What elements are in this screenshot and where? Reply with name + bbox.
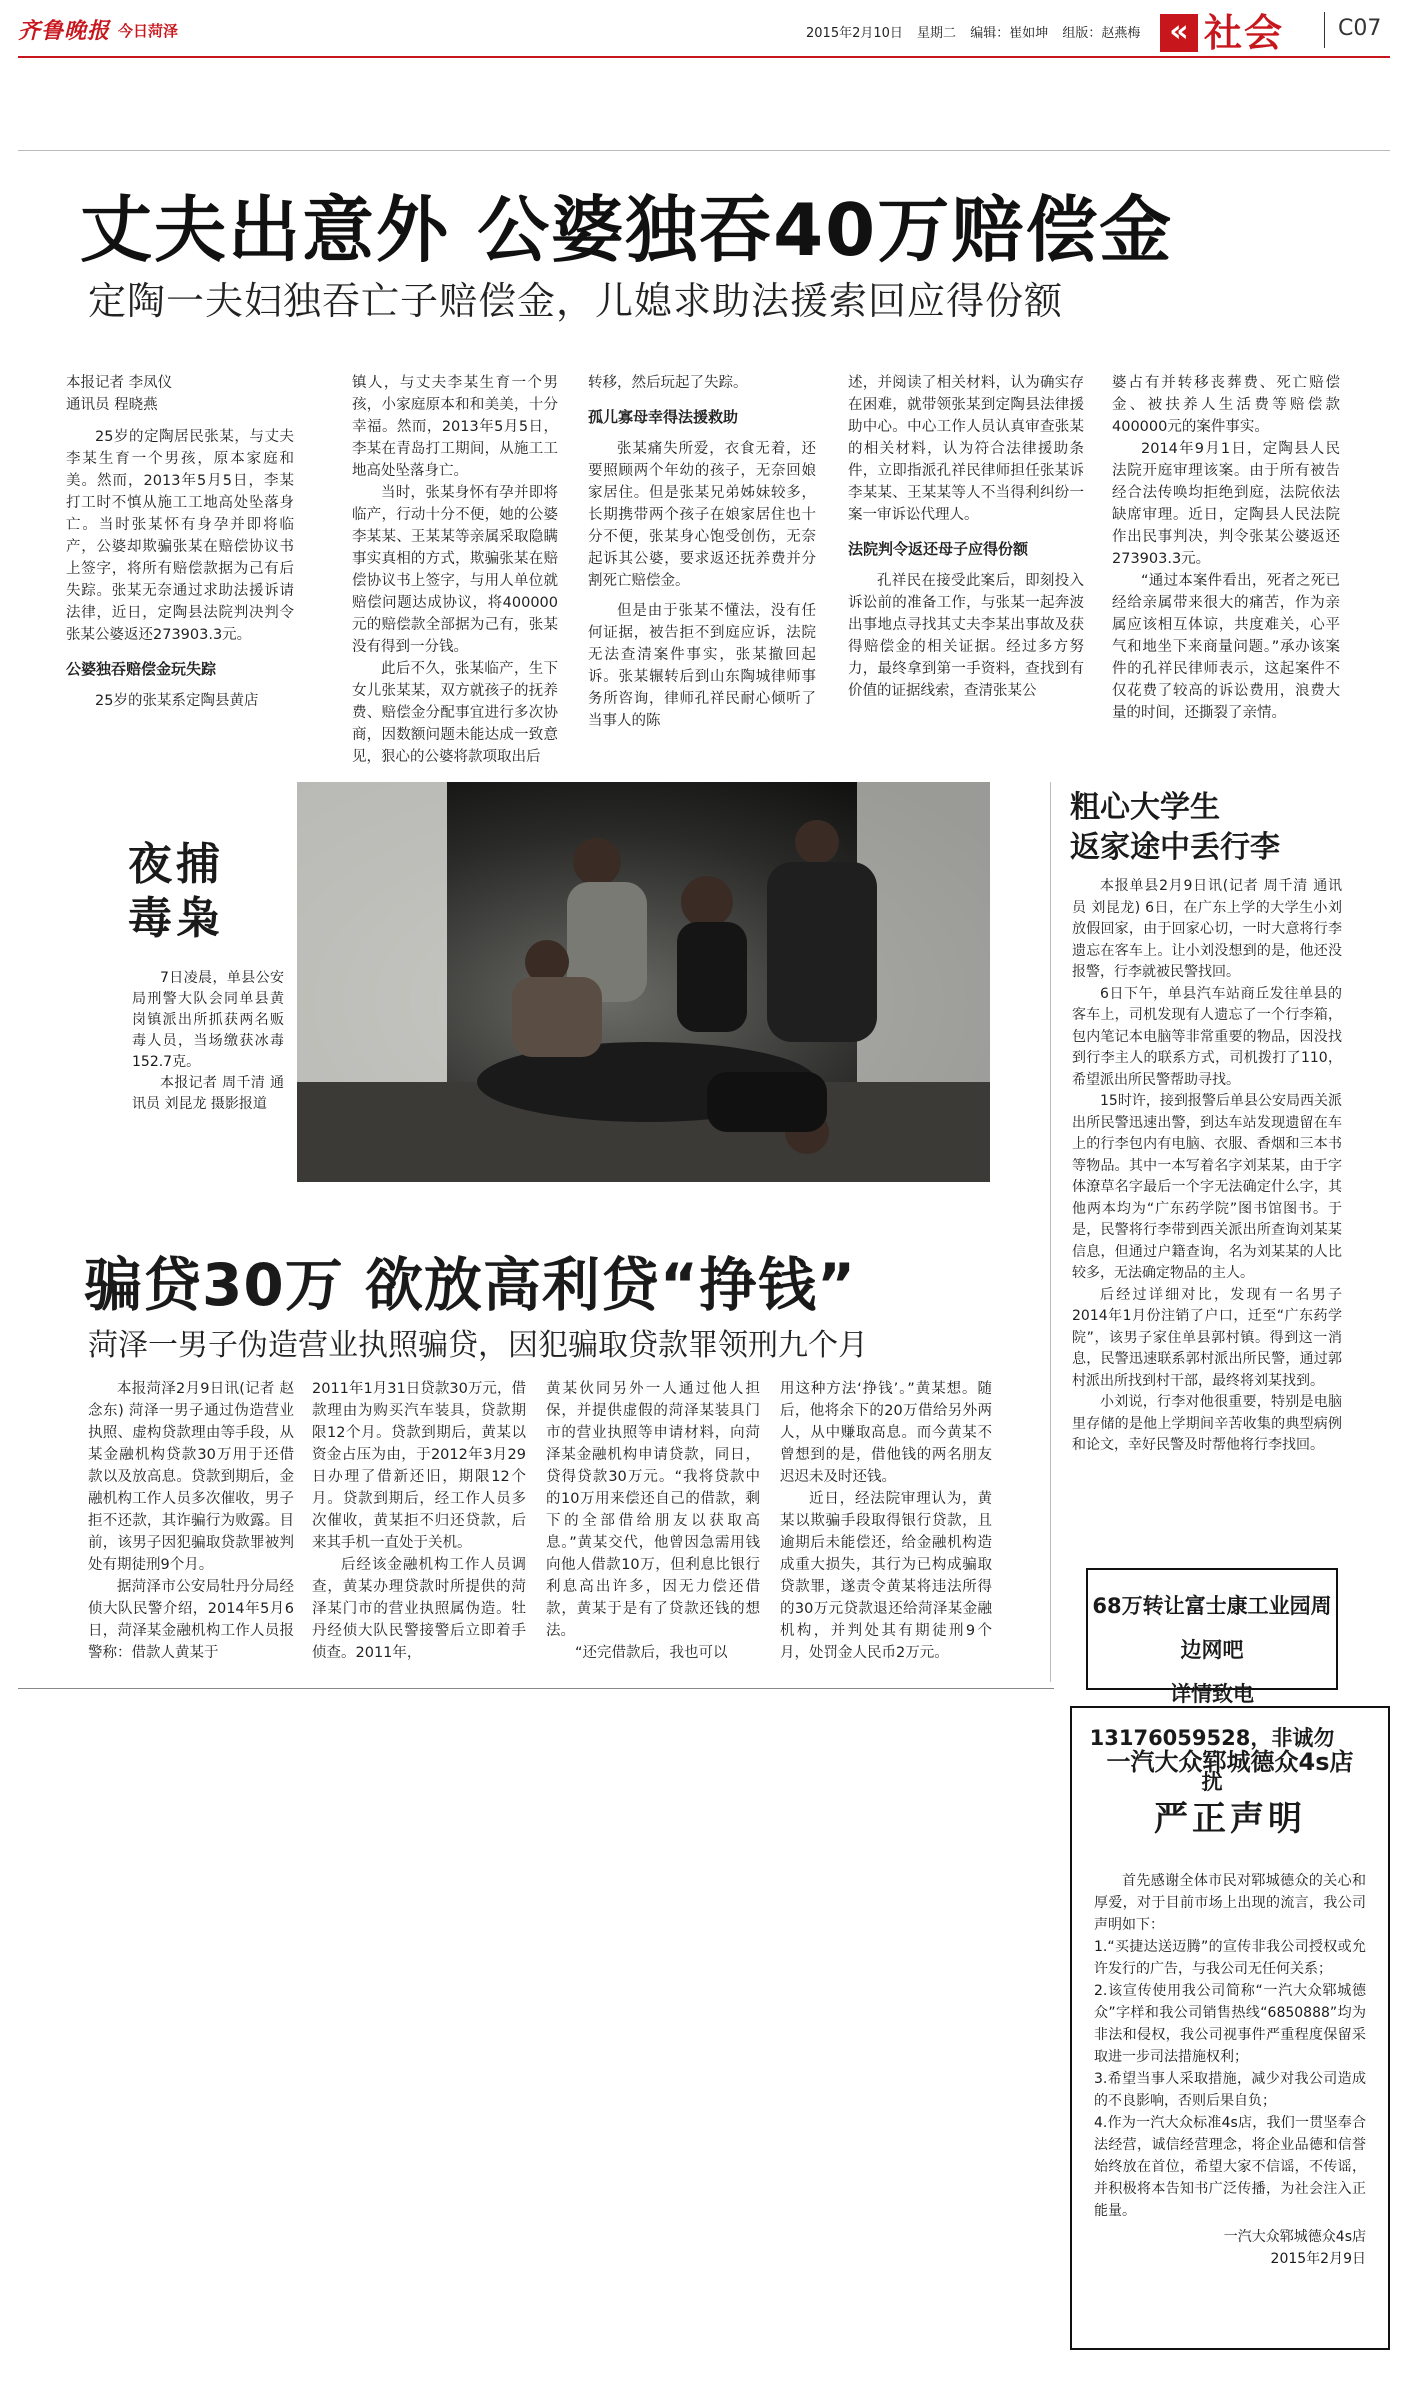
notice-item: 4.作为一汽大众标准4s店，我们一贯坚奉合法经营，诚信经营理念，将企业品德和信誉始终放在首位，希望大家不信谣，不传谣，并积极将本告知书广泛传播，为社会注入正能量。 — [1094, 2115, 1366, 2219]
paragraph: 15时许，接到报警后单县公安局西关派出所民警迅速出警，到达车站发现遗留在车上的行李包内有电脑、衣服、香烟和三本书等物品。其中一本写着名字刘某某，由于字体潦草名字最后一个字无法确定什么字，其他两本均为“广东药学院”图书馆图书。于是，民警将行李带到西关派出所查询刘某某信息，但通过户籍查询，名为刘某某的人比较多，无法确定物品的主人。 — [1072, 1093, 1342, 1281]
ad-line: 68万转让富士康工业园周边网吧 — [1092, 1594, 1332, 1662]
paragraph: 镇人，与丈夫李某生育一个男孩，小家庭原本和和美美，十分幸福。然而，2013年5月5日，李某在青岛打工期间，从施工工地高处坠落身亡。 — [352, 375, 558, 479]
paragraph: 述，并阅读了相关材料，认为确实存在困难，就带领张某到定陶县法律援助中心。中心工作人员认真审查张某的相关材料，认为符合法律援助条件，立即指派孔祥民律师担任张某诉李某某、王某某等人不当得利纠纷一案一审诉讼代理人。 — [848, 375, 1084, 523]
ad-line: 详情致电13176059528，非诚勿扰 — [1089, 1682, 1335, 1794]
notice-signer: 一汽大众郓城德众4s店 — [1223, 2229, 1366, 2245]
paragraph: 6日下午，单县汽车站商丘发往单县的客车上，司机发现有人遗忘了一个行李箱，包内笔记本电脑等非常重要的物品，因没找到行李主人的联系方式，司机拨打了110，希望派出所民警帮助寻找。 — [1072, 985, 1342, 1088]
story1-column-2 — [352, 372, 558, 768]
paragraph: 近日，经法院审理认为，黄某以欺骗手段取得银行贷款，且逾期后未能偿还，给金融机构造成重大损失，其行为已构成骗取贷款罪，遂责令黄某将违法所得的30万元贷款退还给菏泽某金融机构，并判处其有期徒刑9个月，处罚金人民币2万元。 — [780, 1491, 992, 1661]
notice-date: 2015年2月9日 — [1270, 2251, 1366, 2267]
caption-text: 7日凌晨，单县公安局刑警大队会同单县黄岗镇派出所抓获两名贩毒人员，当场缴获冰毒152.7克。 — [132, 970, 284, 1070]
headline-line: 粗心大学生 — [1070, 790, 1220, 825]
paragraph: 张某痛失所爱，衣食无着，还要照顾两个年幼的孩子，无奈回娘家居住。但是张某兄弟姊妹较多，长期携带两个孩子在娘家居住也十分不便，张某身心饱受创伤，无奈起诉其公婆，要求返还抚养费并分割死亡赔偿金。 — [588, 441, 816, 589]
paragraph: 25岁的张某系定陶县黄店 — [95, 693, 259, 709]
story1-column-1 — [66, 372, 294, 712]
notice-intro: 首先感谢全体市民对郓城德众的关心和厚爱，对于目前市场上出现的流言，我公司声明如下： — [1094, 1873, 1366, 1933]
section-label: 今日菏泽 — [118, 22, 179, 40]
photo-title-line: 夜捕 — [128, 839, 224, 890]
headline-line: 返家途中丢行李 — [1070, 830, 1280, 865]
news-photo — [297, 782, 990, 1182]
paragraph: 小刘说，行李对他很重要，特别是电脑里存储的是他上学期间辛苦收集的典型病例和论文，幸好民警及时帮他将行李找回。 — [1072, 1394, 1342, 1453]
paragraph: 2014年9月1日，定陶县人民法院开庭审理该案。由于所有被告经合法传唤均拒绝到庭，法院依法缺席审理。近日，定陶县人民法院作出民事判决，判令张某公婆返还273903.3元。 — [1112, 441, 1340, 567]
paragraph: 此后不久，张某临产，生下女儿张某某，双方就孩子的抚养费、赔偿金分配事宜进行多次协商，因数额问题未能达成一致意见，狠心的公婆将款项取出后 — [352, 661, 558, 765]
story2-headline: 骗贷30万 欲放高利贷“挣钱” — [84, 1251, 857, 1319]
section-title: 社会 — [1204, 11, 1285, 55]
header-divider — [1324, 12, 1325, 48]
paragraph: 25岁的定陶居民张某，与丈夫李某生育一个男孩，原本家庭和美。然而，2013年5月5日，李某打工时不慎从施工工地高处坠落身亡。当时张某怀有身孕并即将临产，公婆却欺骗张某在赔偿协议书上签字，将所有赔偿款据为己有后失踪。张某无奈通过求助法援诉请法律，近日，定陶县法院判决判令张某公婆返还273903.3元。 — [66, 429, 294, 643]
story2-column-1 — [88, 1378, 294, 1664]
notice-heading: 严正声明 — [1154, 1799, 1306, 1839]
header-rule — [18, 56, 1390, 58]
issue-date: 2015年2月10日 — [806, 26, 903, 41]
photo-title — [128, 838, 224, 946]
paragraph: 用这种方法‘挣钱’。”黄某想。随后，他将余下的20万借给另外两人，从中赚取高息。而今黄某不曾想到的是，借他钱的两名朋友迟迟未及时还钱。 — [780, 1381, 992, 1485]
column-divider — [1050, 782, 1051, 1682]
side-story-body — [1072, 876, 1342, 1457]
paragraph: 婆占有并转移丧葬费、死亡赔偿金、被扶养人生活费等赔偿款400000元的案件事实。 — [1112, 375, 1340, 435]
notice-item: 2.该宣传使用我公司简称“一汽大众郓城德众”字样和我公司销售热线“6850888”均为非法和侵权，我公司视事件严重程度保留采取进一步司法措施权利； — [1094, 1983, 1366, 2065]
paragraph: 但是由于张某不懂法，没有任何证据，被告拒不到庭应诉，法院无法查清案件事实，张某撤回起诉。张某辗转后到山东陶城律师事务所咨询，律师孔祥民耐心倾听了当事人的陈 — [588, 603, 816, 729]
public-notice — [1070, 1706, 1390, 2350]
notice-item: 1.“买捷达送迈腾”的宣传非我公司授权或允许发行的广告，与我公司无任何关系； — [1094, 1939, 1366, 1977]
arrest-scene-image — [297, 782, 990, 1182]
byline: 本报记者 李凤仪 — [66, 375, 173, 391]
double-chevron-icon: « — [1160, 14, 1198, 52]
paragraph: 本报单县2月9日讯(记者 周千清 通讯员 刘昆龙) 6日，在广东上学的大学生小刘放假回家，由于回家心切，一时大意将行李遗忘在客车上。让小刘没想到的是，他还没报警，行李就被民警找回。 — [1072, 878, 1342, 980]
paragraph: “通过本案件看出，死者之死已经给亲属带来很大的痛苦，作为亲属应该相互体谅，共度难关，心平气和地坐下来商量问题。”承办该案件的孔祥民律师表示，这起案件不仅花费了较高的诉讼费用，浪费大量的时间，还撕裂了亲情。 — [1112, 573, 1340, 721]
story1-column-5 — [1112, 372, 1340, 724]
issue-meta — [806, 22, 1150, 41]
story2-subheadline: 菏泽一男子伪造营业执照骗贷，因犯骗取贷款罪领刑九个月 — [88, 1328, 868, 1363]
paragraph: 当时，张某身怀有孕并即将临产，行动十分不便，她的公婆李某某、王某某等亲属采取隐瞒事实真相的方式，欺骗张某在赔偿协议书上签字，与用人单位就赔偿问题达成协议，将400000元的赔偿款全部据为己有，张某没有得到一分钱。 — [352, 485, 558, 655]
notice-company: 一汽大众郓城德众4s店 — [1106, 1748, 1354, 1776]
editor: 编辑：崔如坤 — [970, 26, 1049, 41]
section-subhead: 孤儿寡母幸得法援救助 — [588, 408, 739, 426]
notice-item: 3.希望当事人采取措施，减少对我公司造成的不良影响，否则后果自负； — [1094, 2071, 1366, 2109]
side-story-headline — [1070, 788, 1280, 868]
notice-signature — [1072, 2226, 1366, 2270]
photo-caption — [132, 968, 284, 1115]
page-number: C07 — [1338, 16, 1382, 41]
paragraph: 后经过详细对比，发现有一名男子2014年1月份注销了户口，迁至“广东药学院”，该男子家住单县郭村镇。得到这一消息，民警迅速联系郭村派出所民警，通过郭村派出所找到村干部，最终将刘某找到。 — [1072, 1286, 1342, 1389]
notice-body — [1094, 1870, 1366, 2222]
story1-column-4 — [848, 372, 1084, 702]
story1-headline: 丈夫出意外 公婆独吞40万赔偿金 — [80, 188, 1174, 272]
story2-column-4 — [780, 1378, 992, 1664]
paragraph: “还完借款后，我也可以 — [575, 1645, 728, 1661]
paragraph: 本报菏泽2月9日讯(记者 赵念东) 菏泽一男子通过伪造营业执照、虚构贷款理由等手段，从某金融机构贷款30万用于还借款以及放高息。贷款到期后，金融机构工作人员多次催收，男子拒不还款，其诈骗行为败露。目前，该男子因犯骗取贷款罪被判处有期徒刑9个月。 — [88, 1381, 294, 1573]
section-badge — [1160, 10, 1310, 56]
paragraph: 后经该金融机构工作人员调查，黄某办理贷款时所提供的菏泽某门市的营业执照属伪造。牡丹经侦大队民警接警后立即着手侦查。2011年， — [312, 1557, 526, 1661]
byline: 通讯员 程晓燕 — [66, 397, 158, 413]
paragraph: 转移，然后玩起了失踪。 — [588, 375, 748, 391]
section-subhead: 法院判令返还母子应得份额 — [848, 540, 1029, 558]
story2-column-3 — [546, 1378, 760, 1664]
paragraph: 黄某伙同另外一人通过他人担保，并提供虚假的菏泽某装具门市的营业执照等申请材料，向菏泽某金融机构申请贷款，同日，贷得贷款30万元。“我将贷款中的10万用来偿还自己的借款，剩下的全部借给朋友以获取高息。”黄某交代，他曾因急需用钱向他人借款10万，但利息比银行利息高出许多，因无力偿还借款，黄某于是有了贷款还钱的想法。 — [546, 1381, 760, 1639]
story2-bottom-rule — [18, 1688, 1054, 1689]
story1-column-3 — [588, 372, 816, 732]
story1-subheadline: 定陶一夫妇独吞亡子赔偿金，儿媳求助法援索回应得份额 — [88, 279, 1064, 323]
issue-weekday: 星期二 — [917, 26, 957, 41]
paragraph: 2011年1月31日贷款30万元，借款理由为购买汽车装具，贷款期限12个月。贷款到期后，黄某以资金占压为由，于2012年3月29日办理了借新还旧，期限12个月。贷款到期后，经工作人员多次催收，黄某拒不归还贷款，后来其手机一直处于关机。 — [312, 1381, 526, 1551]
paragraph: 据菏泽市公安局牡丹分局经侦大队民警介绍，2014年5月6日，菏泽某金融机构工作人员报警称：借款人黄某于 — [88, 1579, 294, 1661]
top-rule — [18, 150, 1390, 151]
newspaper-logo: 齐鲁晚报 — [18, 18, 111, 44]
layout-editor: 组版：赵燕梅 — [1062, 26, 1141, 41]
story2-column-2 — [312, 1378, 526, 1664]
paragraph: 孔祥民在接受此案后，即刻投入诉讼前的准备工作，与张某一起奔波出事地点寻找其丈夫李某出事故及获得赔偿金的相关证据。经过多方努力，最终拿到第一手资料，查找到有价值的证据线索，查清张某公 — [848, 573, 1084, 699]
photo-credit: 本报记者 周千清 通讯员 刘昆龙 摄影报道 — [132, 1075, 284, 1112]
section-subhead: 公婆独吞赔偿金玩失踪 — [66, 660, 217, 678]
photo-title-line: 毒枭 — [128, 893, 224, 944]
